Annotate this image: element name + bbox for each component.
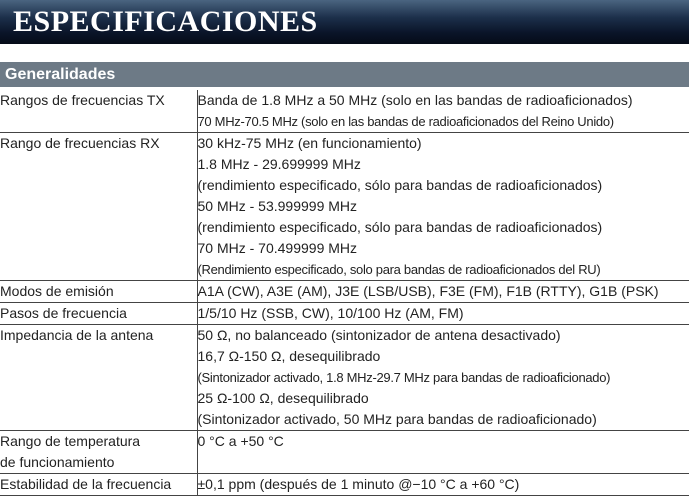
spec-label-text: Rangos de frecuencias TX — [0, 92, 165, 108]
spec-value-line: 1/5/10 Hz (SSB, CW), 10/100 Hz (AM, FM) — [197, 305, 464, 321]
page-title: ESPECIFICACIONES — [13, 5, 318, 38]
table-row — [0, 325, 689, 431]
spec-label-text: Rango de frecuencias RX — [0, 135, 160, 151]
spec-value — [197, 281, 689, 303]
spec-value — [197, 325, 689, 431]
spec-value — [197, 133, 689, 281]
spec-value-line: 50 MHz - 53.999999 MHz — [197, 198, 358, 214]
spec-value-line: 70 MHz-70.5 MHz (solo en las bandas de radioaficionados del Reino Unido) — [197, 114, 614, 129]
spec-value-line: ±0,1 ppm (después de 1 minuto @−10 °C a +60 °C) — [197, 476, 520, 492]
spec-value-line: Banda de 1.8 MHz a 50 MHz (solo en las bandas de radioaficionados) — [197, 92, 633, 108]
table-row — [0, 474, 689, 496]
spec-value-line: (Sintonizador activado, 1.8 MHz-29.7 MHz para bandas de radioaficionado) — [197, 370, 611, 385]
spec-value-line: (rendimiento especificado, sólo para bandas de radioaficionados) — [197, 219, 603, 235]
spec-value — [197, 431, 689, 474]
spec-value-line: 50 Ω, no balanceado (sintonizador de antena desactivado) — [197, 327, 561, 343]
spec-value — [197, 90, 689, 133]
spec-value — [197, 474, 689, 496]
spec-value-line: 25 Ω-100 Ω, desequilibrado — [197, 390, 369, 406]
spec-value-line: 0 °C a +50 °C — [197, 433, 284, 449]
table-row — [0, 90, 689, 133]
spec-label-text: Estabilidad de la frecuencia — [0, 476, 172, 492]
table-row — [0, 303, 689, 325]
spec-label — [0, 90, 197, 133]
spec-value-line: 70 MHz - 70.499999 MHz — [197, 240, 358, 256]
spec-label-text: de funcionamiento — [0, 454, 115, 470]
section-title: Generalidades — [5, 66, 116, 83]
spec-value-line: 30 kHz-75 MHz (en funcionamiento) — [197, 135, 422, 151]
table-row — [0, 133, 689, 281]
spec-label — [0, 325, 197, 431]
spec-label — [0, 474, 197, 496]
page-banner — [0, 0, 689, 44]
spec-value-line: (Sintonizador activado, 50 MHz para bandas de radioaficionado) — [197, 411, 597, 427]
table-row — [0, 281, 689, 303]
spec-value-line: 16,7 Ω-150 Ω, desequilibrado — [197, 348, 381, 364]
spec-value — [197, 303, 689, 325]
spec-label — [0, 303, 197, 325]
section-header — [0, 62, 689, 87]
spec-value-line: (Rendimiento especificado, solo para bandas de radioaficionados del RU) — [197, 262, 601, 277]
specifications-table — [0, 90, 689, 496]
table-row — [0, 431, 689, 474]
spec-label — [0, 281, 197, 303]
spec-label-text: Pasos de frecuencia — [0, 305, 127, 321]
spec-label-text: Rango de temperatura — [0, 433, 141, 449]
spec-value-line: A1A (CW), A3E (AM), J3E (LSB/USB), F3E (FM), F1B (RTTY), G1B (PSK) — [197, 283, 659, 299]
spec-label — [0, 431, 197, 474]
spec-label-text: Impedancia de la antena — [0, 327, 154, 343]
spec-value-line: 1.8 MHz - 29.699999 MHz — [197, 156, 361, 172]
spec-label — [0, 133, 197, 281]
spec-value-line: (rendimiento especificado, sólo para bandas de radioaficionados) — [197, 177, 603, 193]
spec-label-text: Modos de emisión — [0, 283, 114, 299]
